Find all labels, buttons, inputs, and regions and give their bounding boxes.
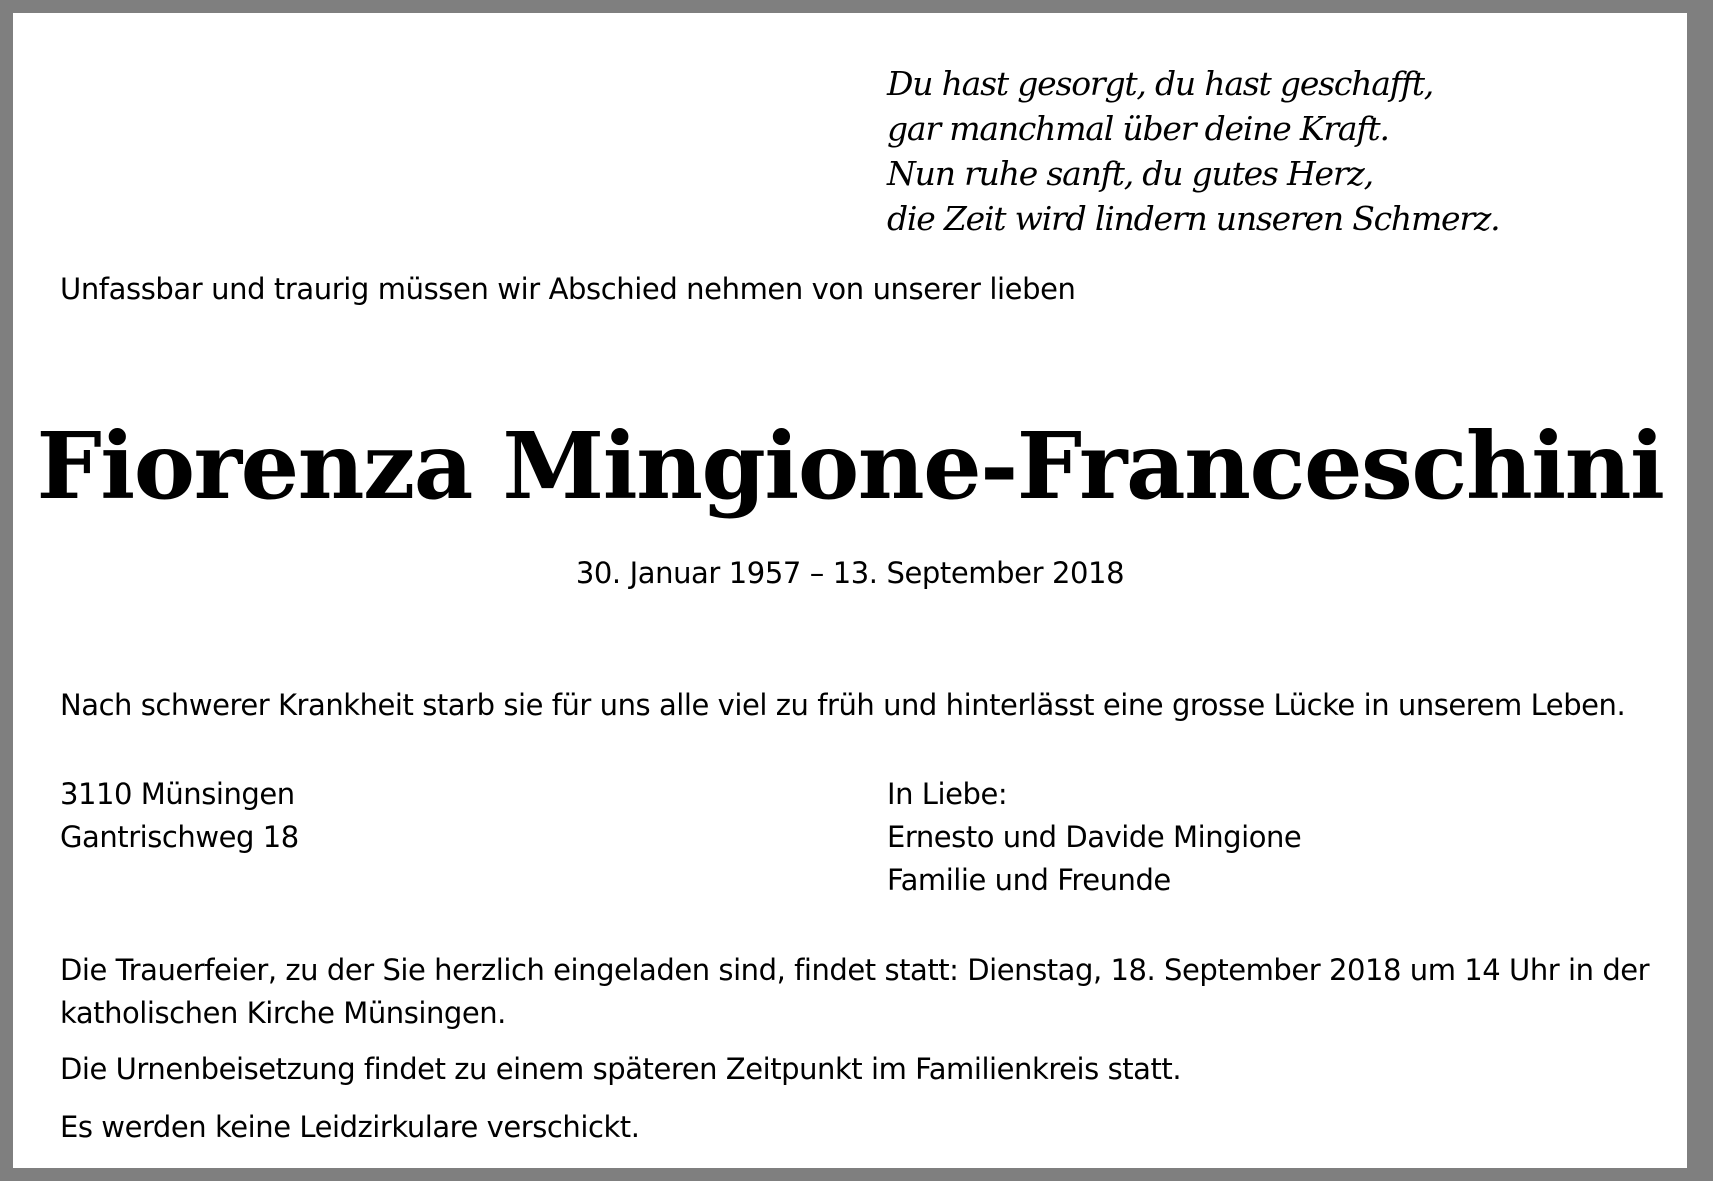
poem-line: Du hast gesorgt, du hast geschafft,: [887, 64, 1434, 103]
deceased-name: Fiorenza Mingione-Franceschini: [36, 412, 1664, 520]
life-dates: 30. Januar 1957 – 13. September 2018: [575, 556, 1125, 590]
death-statement: Nach schwerer Krankheit starb sie für uns alle viel zu früh und hinterlässt eine grosse Lücke in unserem Leben.: [60, 688, 1626, 722]
obituary-notice: [13, 13, 1687, 1168]
family-address: [60, 773, 299, 859]
intro-text: Unfassbar und traurig müssen wir Abschied nehmen von unserer lieben: [60, 272, 1076, 306]
funeral-notice: Die Trauerfeier, zu der Sie herzlich eingeladen sind, findet statt: Dienstag, 18. September 2018 um 14 Uhr in der katholischen Kirche Münsingen.: [60, 953, 1650, 1030]
memorial-poem: [887, 61, 1499, 241]
address-street: Gantrischweg 18: [60, 820, 299, 854]
no-circulars-notice: Es werden keine Leidzirkulare verschickt.: [60, 1110, 640, 1144]
poem-line: gar manchmal über deine Kraft.: [887, 109, 1389, 148]
mourner-name: Familie und Freunde: [887, 863, 1171, 897]
urn-notice: Die Urnenbeisetzung findet zu einem späteren Zeitpunkt im Familienkreis statt.: [60, 1052, 1182, 1086]
address-city: 3110 Münsingen: [60, 777, 295, 811]
mourners-heading: In Liebe:: [887, 777, 1008, 811]
mourner-name: Ernesto und Davide Mingione: [887, 820, 1302, 854]
poem-line: die Zeit wird lindern unseren Schmerz.: [887, 199, 1500, 238]
mourners-block: [887, 773, 1301, 902]
poem-line: Nun ruhe sanft, du gutes Herz,: [887, 154, 1373, 193]
